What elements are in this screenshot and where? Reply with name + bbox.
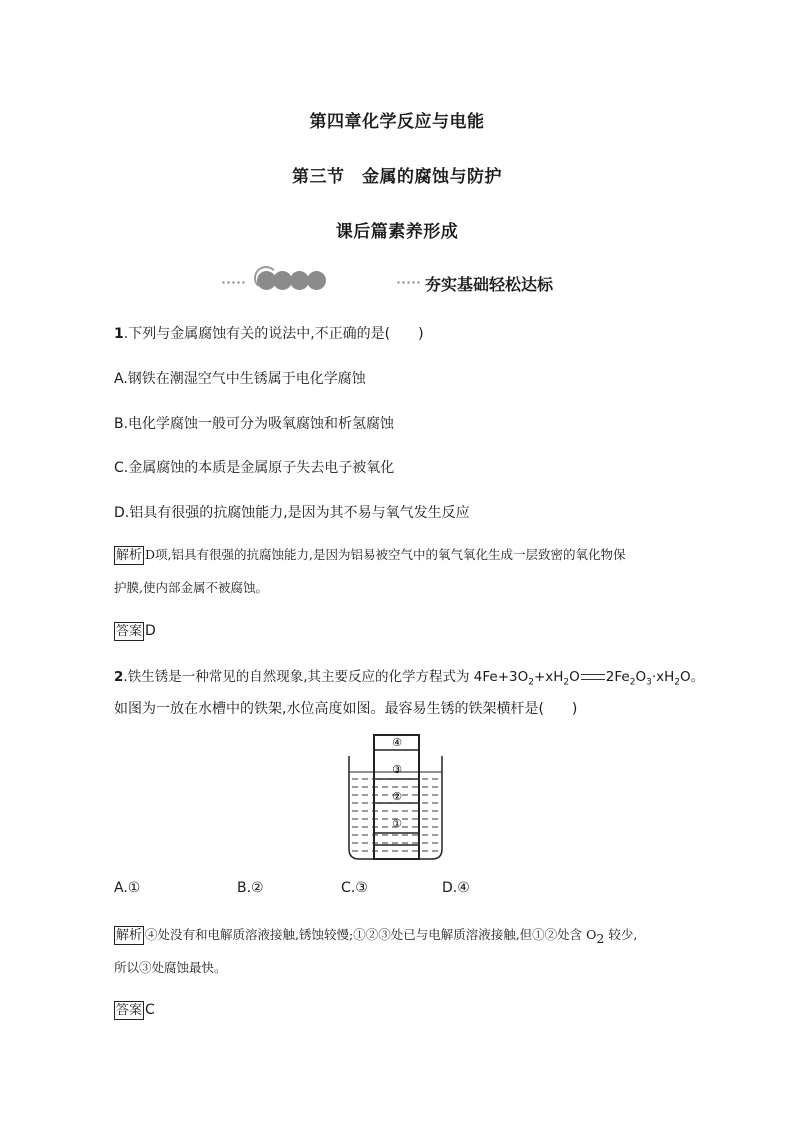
q1-analysis-cont: 护膜,使内部金属不被腐蚀。: [114, 580, 268, 595]
answer-value: D: [145, 623, 156, 639]
stem-text: O: [569, 669, 580, 685]
stem-text: O: [635, 669, 647, 685]
dotted-line-icon: [221, 281, 247, 284]
q1-answer: [114, 622, 156, 641]
question-2-stem: [114, 665, 704, 688]
subscript: 2: [674, 677, 680, 688]
subscript: 3: [646, 677, 652, 688]
rack-label-3: ③: [392, 763, 402, 776]
rack-label-2: ②: [392, 790, 402, 803]
analysis-text: D项,铝具有很强的抗腐蚀能力,是因为铝易被空气中的氧气氧化生成一层致密的氧化物保: [145, 547, 626, 562]
q2-option-d: D.④: [442, 880, 470, 896]
stem-text: O。: [680, 669, 705, 685]
chapter-title: 第四章化学反应与电能: [309, 112, 485, 132]
q2-answer: [114, 1001, 155, 1020]
question-number: 2: [114, 669, 124, 685]
q1-option-b: B.电化学腐蚀一般可分为吸氧腐蚀和析氢腐蚀: [114, 416, 395, 432]
subscript: 2: [563, 677, 570, 688]
q1-option-c: C.金属腐蚀的本质是金属原子失去电子被氧化: [114, 460, 395, 476]
q2-option-c: C.③: [341, 880, 368, 896]
question-number: 1: [114, 326, 124, 342]
iron-rack-in-tank-figure: [340, 732, 450, 864]
question-2-stem-cont: 如图为一放在水槽中的铁架,水位高度如图。最容易生锈的铁架横杆是( ): [114, 701, 578, 717]
rack-label-1: ①: [392, 817, 402, 830]
rack-label-4: ④: [392, 736, 402, 749]
stem-text: ·xH: [651, 669, 675, 685]
analysis-tag: 解析: [116, 928, 143, 943]
circle-icon: [307, 271, 326, 290]
q2-option-b: B.②: [237, 880, 264, 896]
answer-value: C: [145, 1002, 155, 1018]
analysis-tag: 解析: [116, 548, 143, 563]
subscript: 2: [596, 930, 605, 946]
q2-option-a: A.①: [114, 880, 141, 896]
dotted-line-icon: [396, 281, 422, 284]
band-label: 夯实基础轻松达标: [425, 275, 554, 294]
stem-text: 2Fe: [605, 669, 630, 685]
q2-analysis: [114, 925, 637, 946]
q1-option-a: A.钢铁在潮湿空气中生锈属于电化学腐蚀: [114, 371, 366, 387]
question-1-stem: [114, 323, 424, 343]
stem-text: .铁生锈是一种常见的自然现象,其主要反应的化学方程式为 4Fe+3O: [123, 669, 529, 685]
analysis-text: 较少,: [604, 927, 638, 942]
equals-sign-icon: [581, 674, 605, 680]
analysis-text: ④处没有和电解质溶液接触,锈蚀较慢;①②③处已与电解质溶液接触,但①②处含 O: [145, 927, 597, 942]
answer-tag: 答案: [116, 624, 143, 639]
subtitle: 课后篇素养形成: [335, 222, 459, 242]
stem-text: +xH: [533, 669, 564, 685]
stem-text: .下列与金属腐蚀有关的说法中,不正确的是( ): [123, 326, 424, 342]
q2-analysis-cont: 所以③处腐蚀最快。: [114, 960, 227, 975]
subscript: 2: [629, 677, 636, 688]
q1-option-d: D.铝具有很强的抗腐蚀能力,是因为其不易与氧气发生反应: [114, 505, 470, 521]
section-title: 第三节 金属的腐蚀与防护: [292, 167, 502, 187]
q1-analysis: [114, 545, 626, 565]
subscript: 2: [528, 677, 534, 688]
answer-tag: 答案: [116, 1003, 143, 1018]
